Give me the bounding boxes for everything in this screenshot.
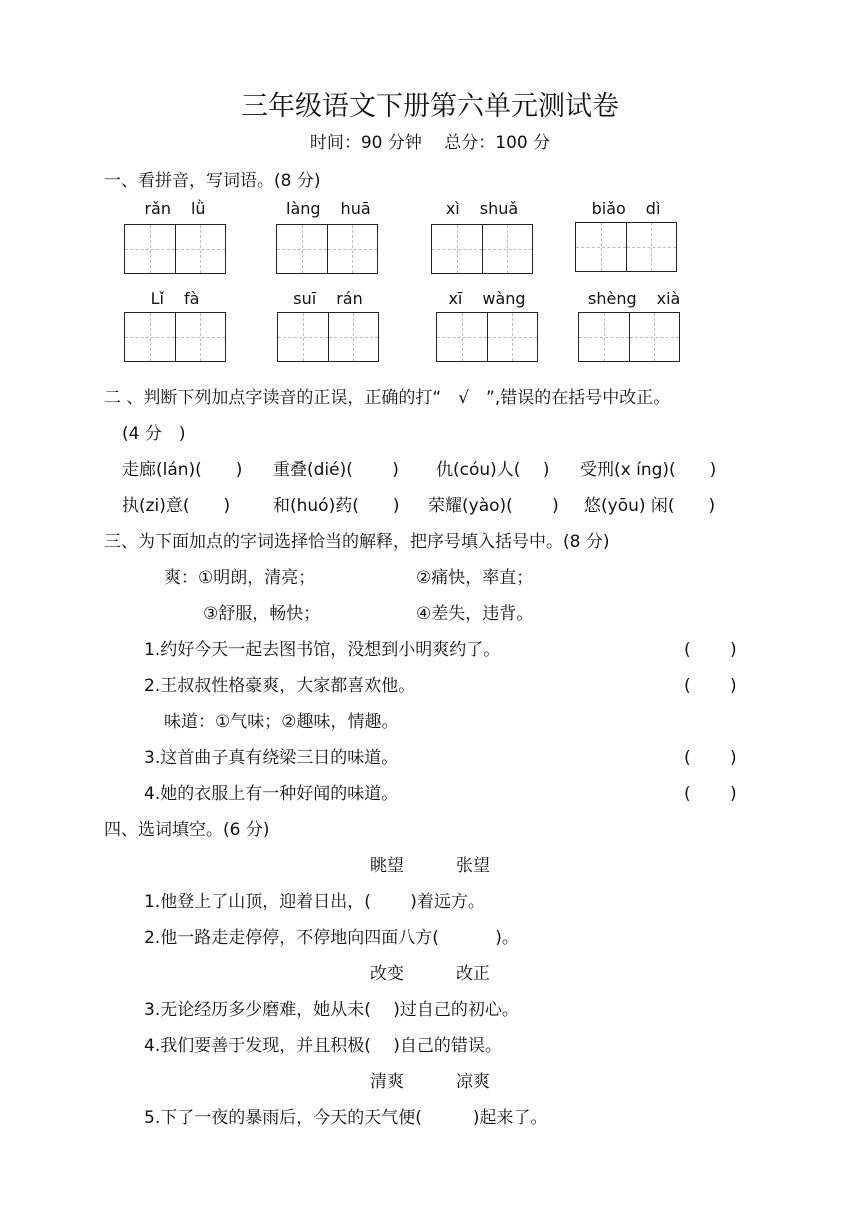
writing-grid[interactable]: [124, 312, 226, 362]
answer-blank[interactable]: ( ): [684, 676, 737, 696]
section-2-heading: 二 、判断下列加点字读音的正误，正确的打“ √ ”,错误的在括号中改正。: [104, 388, 671, 408]
pronunciation-item: 仇(cóu)人( ): [436, 460, 550, 480]
answer-blank[interactable]: ( ): [684, 640, 737, 660]
answer-blank[interactable]: ( ): [684, 748, 737, 768]
pronunciation-item: 受刑(x íng)( ): [580, 460, 717, 480]
pinyin-label: xī wàng: [448, 289, 526, 308]
writing-grid[interactable]: [124, 224, 226, 274]
definition: ④差失，违背。: [416, 604, 534, 624]
definition: ②痛快，率直；: [416, 568, 534, 588]
pronunciation-item: 荣耀(yào)( ): [428, 496, 559, 516]
section-4-heading: 四、选词填空。(6 分): [104, 820, 270, 840]
section-1-heading: 一、看拼音，写词语。(8 分): [104, 171, 321, 191]
word-choice-pair: 清爽 凉爽: [370, 1072, 490, 1092]
question: 2.他一路走走停停，不停地向四面八方( )。: [144, 928, 519, 948]
page-title: 三年级语文下册第六单元测试卷: [241, 91, 619, 122]
time-score-line: 时间：90 分钟 总分：100 分: [309, 133, 551, 153]
word-choice-pair: 改变 改正: [370, 964, 490, 984]
question: 3.这首曲子真有绕梁三日的味道。: [144, 748, 399, 768]
question: 2.王叔叔性格豪爽，大家都喜欢他。: [144, 676, 416, 696]
definition: 味道：①气味；②趣味，情趣。: [164, 712, 399, 732]
writing-grid[interactable]: [578, 312, 680, 362]
question: 4.我们要善于发现，并且积极( )自己的错误。: [144, 1036, 502, 1056]
pronunciation-item: 和(huó)药( ): [273, 496, 400, 516]
writing-grid[interactable]: [575, 222, 677, 272]
pinyin-label: biǎo dì: [591, 199, 661, 218]
pinyin-label: shèng xià: [588, 289, 681, 308]
writing-grid[interactable]: [431, 224, 533, 274]
writing-grid[interactable]: [277, 312, 379, 362]
writing-grid[interactable]: [436, 312, 538, 362]
question: 1.他登上了山顶，迎着日出，( )着远方。: [144, 892, 485, 912]
pinyin-label: rǎn lǜ: [144, 199, 206, 218]
question: 1.约好今天一起去图书馆，没想到小明爽约了。: [144, 640, 501, 660]
pinyin-label: suī rán: [293, 289, 363, 308]
pronunciation-item: 悠(yōu) 闲( ): [584, 496, 716, 516]
question: 4.她的衣服上有一种好闻的味道。: [144, 784, 399, 804]
definition: ③舒服，畅快；: [203, 604, 321, 624]
pinyin-label: xì shuǎ: [445, 199, 519, 218]
question: 3.无论经历多少磨难，她从未( )过自己的初心。: [144, 1000, 519, 1020]
definition: 爽：①明朗，清亮；: [164, 568, 316, 588]
pinyin-label: làng huā: [286, 199, 371, 218]
pinyin-label: Lǐ fà: [150, 289, 200, 308]
pronunciation-item: 重叠(dié)( ): [273, 460, 399, 480]
section-2-score: (4 分 ): [122, 424, 186, 444]
writing-grid[interactable]: [276, 224, 378, 274]
answer-blank[interactable]: ( ): [684, 784, 737, 804]
question: 5.下了一夜的暴雨后，今天的天气便( )起来了。: [144, 1108, 548, 1128]
word-choice-pair: 眺望 张望: [370, 856, 490, 876]
section-3-heading: 三、为下面加点的字词选择恰当的解释，把序号填入括号中。(8 分): [104, 532, 610, 552]
pronunciation-item: 走廊(lán)( ): [122, 460, 243, 480]
pronunciation-item: 执(zi)意( ): [122, 496, 231, 516]
